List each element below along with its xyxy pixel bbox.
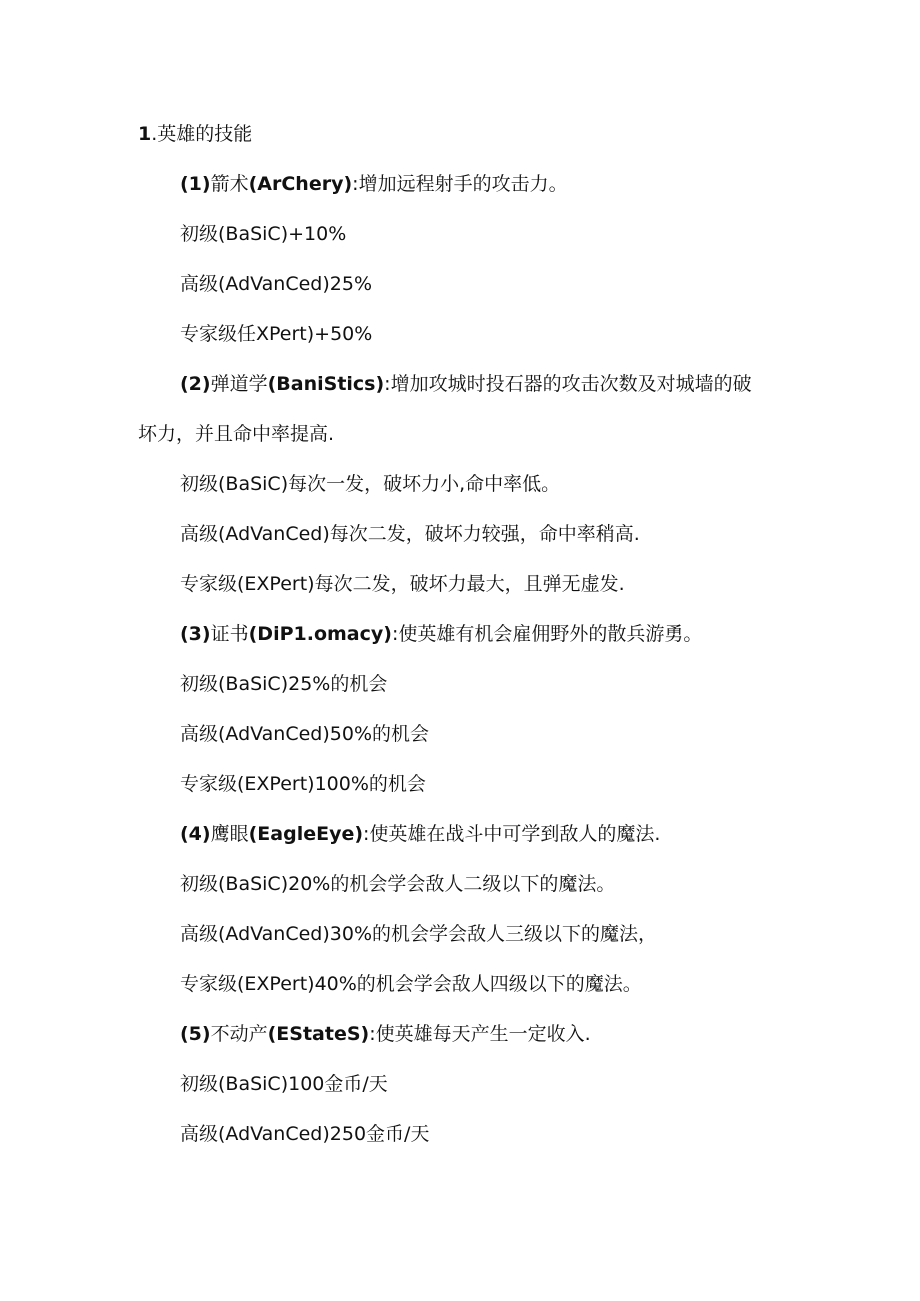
skill-english-name: (EStateS) (267, 1023, 370, 1045)
skill-name: 证书 (210, 623, 249, 645)
skill-level-basic: 初级(BaSiC)+10% (180, 223, 347, 245)
skill-english-name: (ArChery) (248, 173, 353, 195)
skill-level-advanced: 高级(AdVanCed)250金币/天 (180, 1123, 430, 1145)
skill-number: (4) (180, 823, 211, 845)
skill-level-expert: 专家级任XPert)+50% (180, 323, 373, 345)
skill-name: 鹰眼 (210, 823, 249, 845)
skill-description: :使英雄每天产生一定收入. (369, 1023, 591, 1045)
skill-level-advanced: 高级(AdVanCed)30%的机会学会敌人三级以下的魔法， (180, 923, 658, 945)
skill-heading-ballistics (180, 372, 752, 396)
skill-level-basic: 初级(BaSiC)100金币/天 (180, 1073, 388, 1095)
skill-name: 箭术 (210, 173, 249, 195)
skill-number: (2) (180, 373, 211, 395)
skill-description: :使英雄在战斗中可学到敌人的魔法. (363, 823, 661, 845)
section-number: 1 (138, 123, 152, 145)
skill-level-advanced: 高级(AdVanCed)每次二发，破坏力较强，命中率稍高. (180, 523, 640, 545)
skill-english-name: (DiP1.omacy) (248, 623, 392, 645)
skill-description: :增加远程射手的攻击力。 (352, 173, 568, 195)
skill-heading-eagle-eye (180, 822, 660, 846)
skill-number: (3) (180, 623, 211, 645)
skill-description-continued: 坏力，并且命中率提高. (138, 423, 335, 445)
skill-description: :增加攻城时投石器的攻击次数及对城墙的破 (384, 373, 752, 395)
skill-level-expert: 专家级(EXPert)40%的机会学会敌人四级以下的魔法。 (180, 973, 642, 995)
skill-heading-diplomacy (180, 622, 702, 646)
skill-english-name: (EagleEye) (248, 823, 364, 845)
skill-level-expert: 专家级(EXPert)100%的机会 (180, 773, 426, 795)
section-title (138, 122, 252, 146)
skill-level-expert: 专家级(EXPert)每次二发，破坏力最大，且弹无虚发. (180, 573, 625, 595)
skill-level-advanced: 高级(AdVanCed)25% (180, 273, 373, 295)
skill-level-basic: 初级(BaSiC)20%的机会学会敌人二级以下的魔法。 (180, 873, 616, 895)
skill-description: :使英雄有机会雇佣野外的散兵游勇。 (391, 623, 703, 645)
skill-number: (5) (180, 1023, 211, 1045)
skill-level-basic: 初级(BaSiC)每次一发，破坏力小,命中率低。 (180, 473, 561, 495)
section-title-text: .英雄的技能 (151, 123, 253, 145)
skill-number: (1) (180, 173, 211, 195)
skill-heading-estates (180, 1022, 591, 1046)
skill-level-basic: 初级(BaSiC)25%的机会 (180, 673, 388, 695)
skill-name: 不动产 (210, 1023, 268, 1045)
skill-level-advanced: 高级(AdVanCed)50%的机会 (180, 723, 430, 745)
skill-english-name: (BaniStics) (267, 373, 385, 395)
skill-name: 弹道学 (210, 373, 268, 395)
skill-heading-archery (180, 172, 568, 196)
